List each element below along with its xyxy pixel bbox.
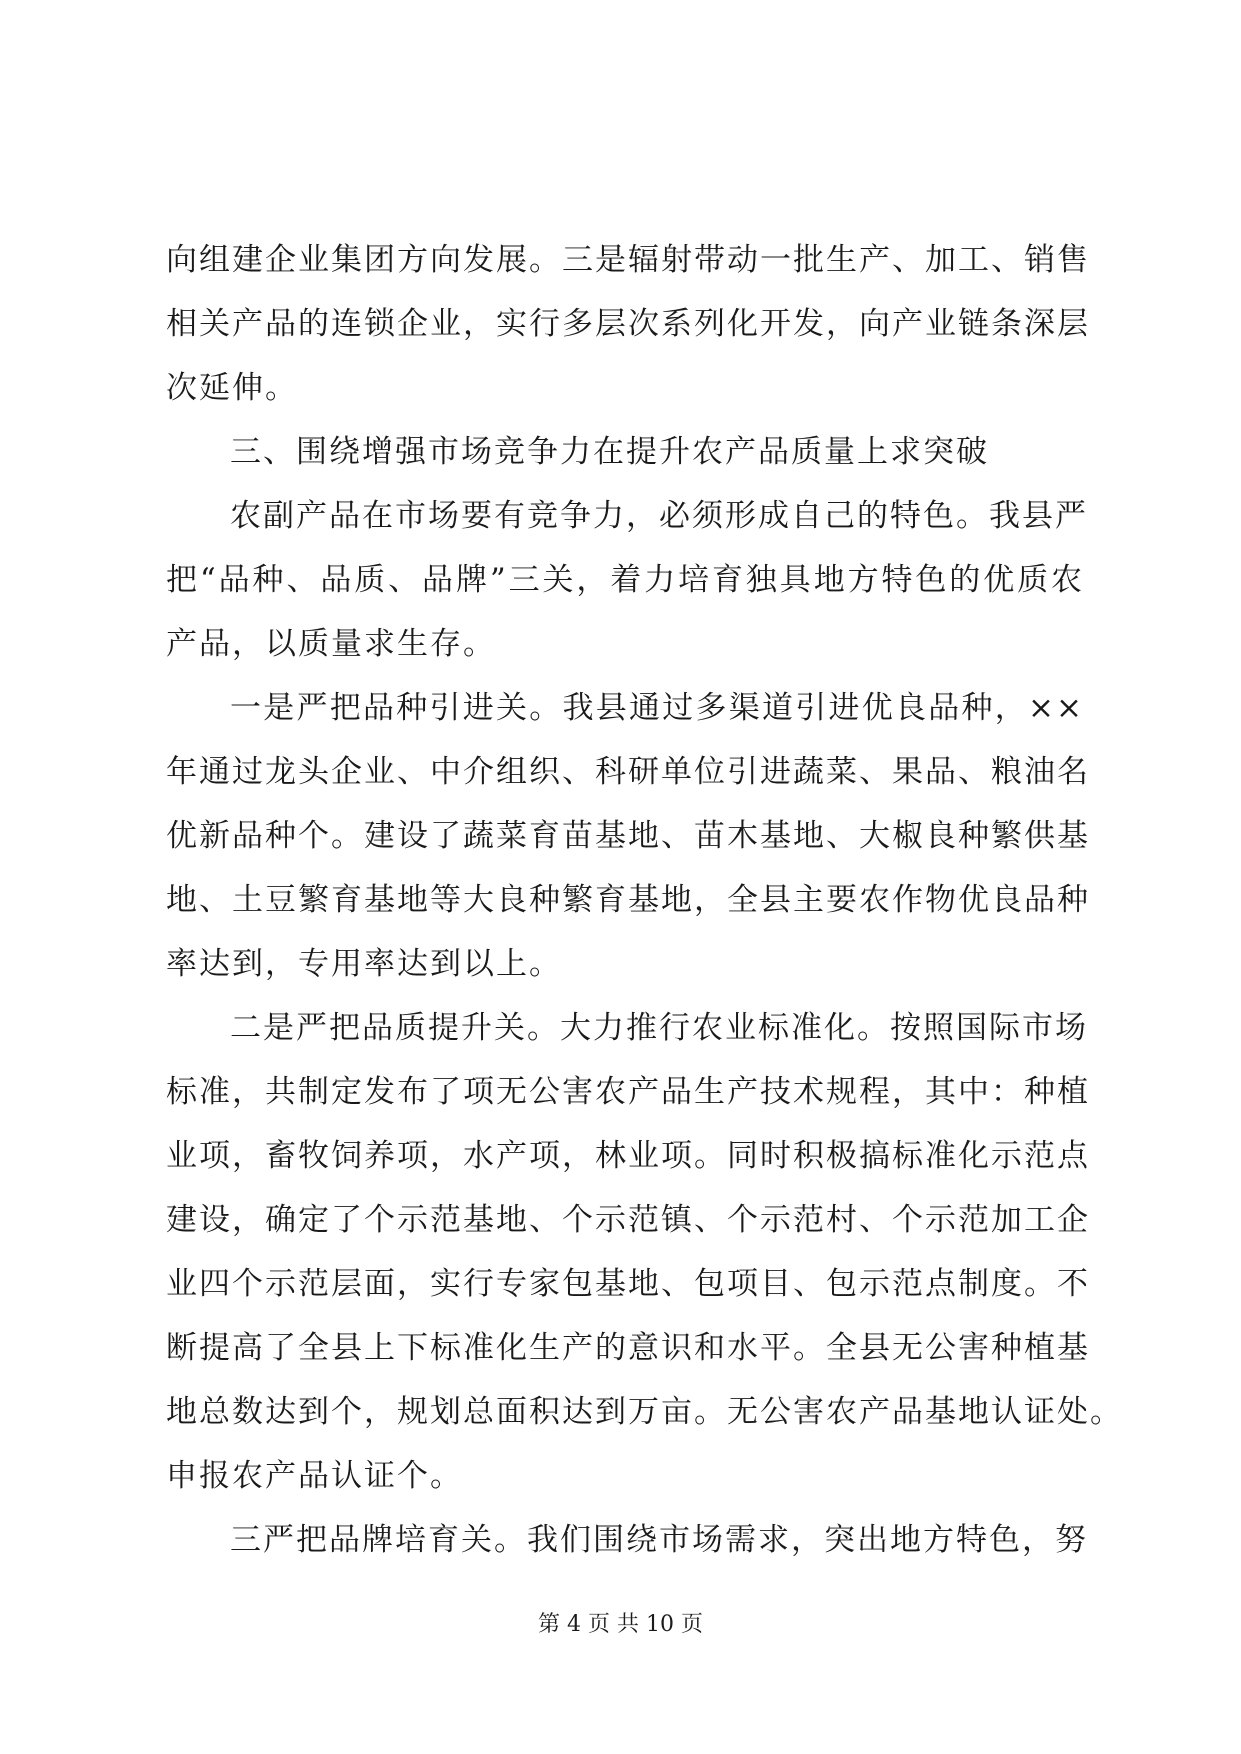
text-line: 一是严把品种引进关。我县通过多渠道引进优良品种，×× — [230, 690, 1084, 726]
text-line: 向组建企业集团方向发展。三是辐射带动一批生产、加工、销售 — [166, 242, 1090, 278]
text-line: 次延伸。 — [166, 370, 298, 406]
text-line: 断提高了全县上下标准化生产的意识和水平。全县无公害种植基 — [166, 1330, 1090, 1366]
text-line: 地总数达到个，规划总面积达到万亩。无公害农产品基地认证处。 — [166, 1394, 1123, 1430]
text-line: 业四个示范层面，实行专家包基地、包项目、包示范点制度。不 — [166, 1266, 1090, 1302]
text-line: 相关产品的连锁企业，实行多层次系列化开发，向产业链条深层 — [166, 306, 1090, 342]
text-line: 优新品种个。建设了蔬菜育苗基地、苗木基地、大椒良种繁供基 — [166, 818, 1090, 854]
text-line: 三严把品牌培育关。我们围绕市场需求，突出地方特色，努 — [230, 1522, 1088, 1558]
text-line: 年通过龙头企业、中介组织、科研单位引进蔬菜、果品、粮油名 — [166, 754, 1090, 790]
body-text — [166, 228, 1123, 1572]
text-line: 申报农产品认证个。 — [166, 1458, 463, 1494]
section-heading: 三、围绕增强市场竞争力在提升农产品质量上求突破 — [230, 434, 989, 470]
text-line: 农副产品在市场要有竞争力，必须形成自己的特色。我县严 — [230, 498, 1088, 534]
text-line: 率达到，专用率达到以上。 — [166, 946, 562, 982]
text-line: 建设，确定了个示范基地、个示范镇、个示范村、个示范加工企 — [166, 1202, 1090, 1238]
text-line: 二是严把品质提升关。大力推行农业标准化。按照国际市场 — [230, 1010, 1088, 1046]
text-line: 标准，共制定发布了项无公害农产品生产技术规程，其中：种植 — [166, 1074, 1090, 1110]
text-line: 把“品种、品质、品牌”三关，着力培育独具地方特色的优质农 — [166, 562, 1084, 598]
text-line: 地、土豆繁育基地等大良种繁育基地，全县主要农作物优良品种 — [166, 882, 1090, 918]
text-line: 业项，畜牧饲养项，水产项，林业项。同时积极搞标准化示范点 — [166, 1138, 1090, 1174]
text-line: 产品，以质量求生存。 — [166, 626, 496, 662]
page-number-footer: 第 4 页 共 10 页 — [538, 1612, 703, 1637]
